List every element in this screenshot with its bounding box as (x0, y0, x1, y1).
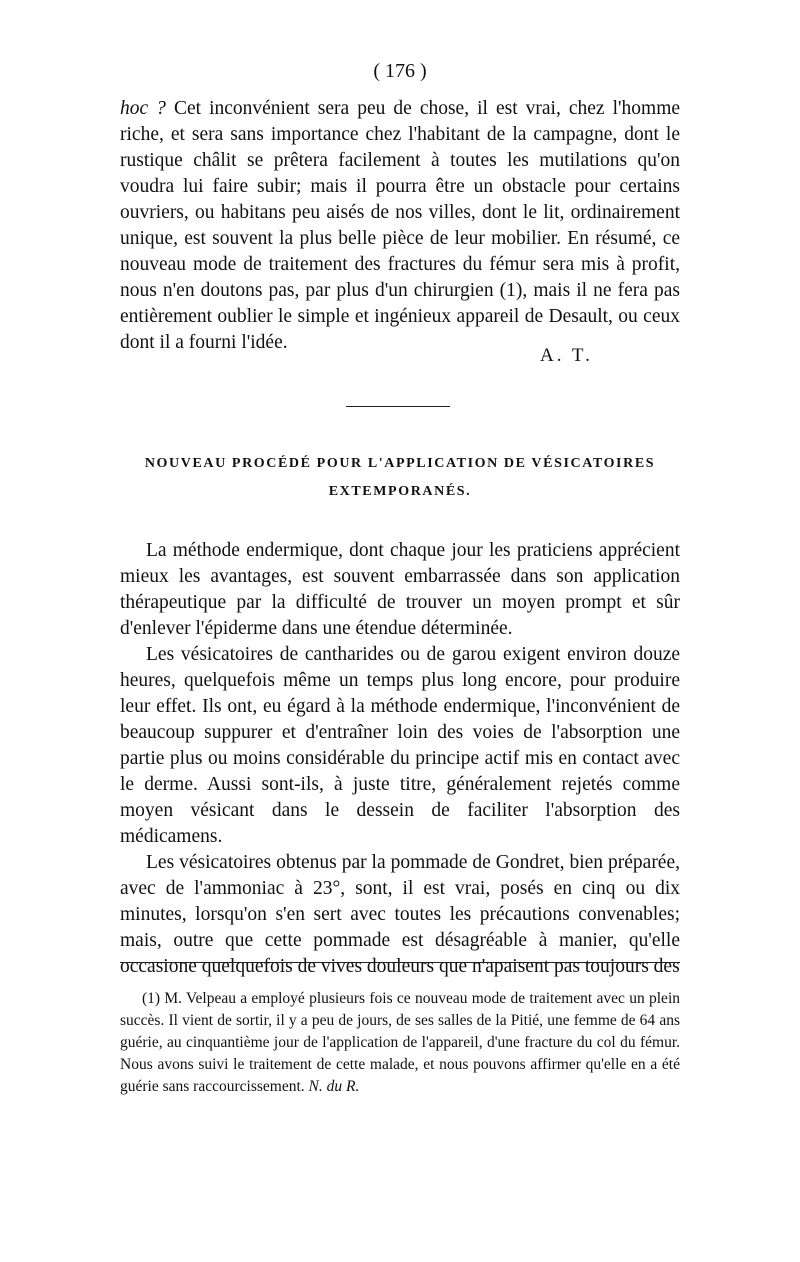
footnote (120, 988, 680, 1098)
previous-article-body: Cet inconvénient sera peu de chose, il est vrai, chez l'homme riche, et sera sans importance chez l'habitant de la campagne, dont le rustique châlit se prêtera facilement à toutes les mutilations qu'on voudra lui faire subir; mais il pourra être un obstacle pour certains ouvriers, ou habitans peu aisés de nos villes, dont le lit, ordinairement unique, est souvent la plus belle pièce de leur mobilier. En résumé, ce nouveau mode de traitement des fractures du fémur sera mis à profit, nous n'en doutons pas, par plus d'un chirurgien (1), mais il ne fera pas entièrement oublier le simple et ingénieux appareil de Desault, ou ceux dont il a fourni l'idée. (120, 98, 681, 353)
article-body (120, 538, 680, 980)
previous-article-signature: A. T. (540, 345, 593, 366)
previous-article-lead: hoc ? (120, 98, 166, 119)
article-paragraph: La méthode endermique, dont chaque jour les praticiens apprécient mieux les avantages, est souvent embarrassée dans son application thérapeutique par la difficulté de trouver un moyen prompt et sûr d'enlever l'épiderme dans une étendue déterminée. (120, 540, 680, 639)
footnote-rule (120, 962, 680, 963)
previous-article-text (120, 96, 680, 356)
footnote-text: (1) M. Velpeau a employé plusieurs fois ce nouveau mode de traitement avec un plein succès. Il vient de sortir, il y a peu de jours, de ses salles de la Pitié, une femme de 64 ans guérie, au cinquantième jour de l'application de l'appareil, d'une fracture du col du fémur. Nous avons suivi le traitement de cette malade, et nous pouvons affirmer qu'elle en a été guérie sans raccourcissement. (120, 990, 680, 1095)
footnote-signature: N. du R. (308, 1078, 360, 1095)
previous-article-paragraph (120, 96, 680, 356)
article-paragraph: Les vésicatoires de cantharides ou de garou exigent environ douze heures, quelquefois même un temps plus long encore, pour produire leur effet. Ils ont, eu égard à la méthode endermique, l'inconvénient de beaucoup suppurer et d'entraîner loin des voies de l'absorption une partie plus ou moins considérable du principe actif mis en contact avec le derme. Aussi sont-ils, à juste titre, généralement rejetés comme moyen vésicant dans le dessein de faciliter l'absorption des médicamens. (120, 644, 680, 847)
footnote-paragraph (120, 988, 680, 1098)
article-title-line-1: NOUVEAU PROCÉDÉ POUR L'APPLICATION DE VÉSICATOIRES (144, 456, 656, 471)
page-number: ( 176 ) (373, 60, 427, 82)
article-paragraph: Les vésicatoires obtenus par la pommade de Gondret, bien préparée, avec de l'ammoniac à 23°, sont, il est vrai, posés en cinq ou dix minutes, lorsqu'on s'en sert avec toutes les précautions convenables; mais, outre que cette pommade est désagréable à manier, qu'elle occasione quelquefois de vives douleurs que n'apaisent pas toujours des (120, 852, 680, 977)
article-separator (346, 406, 450, 407)
article-title-line-2: EXTEMPORANÉS. (328, 484, 472, 499)
